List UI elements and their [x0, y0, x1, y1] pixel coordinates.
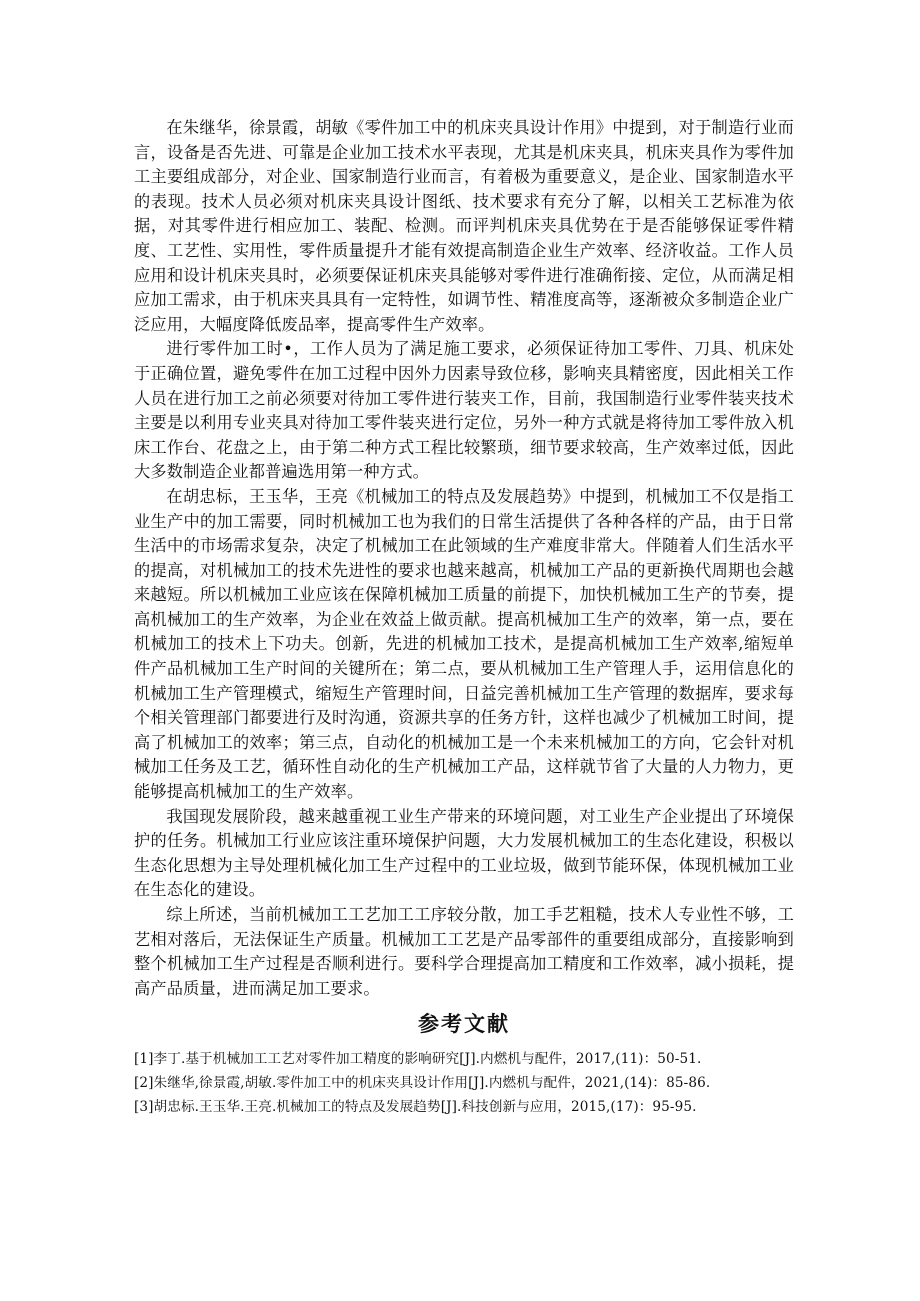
- body-paragraph-5: 综上所述，当前机械加工工艺加工工序较分散，加工手艺粗糙，技术人专业性不够，工艺相对落后，无法保证生产质量。机械加工工艺是产品零部件的重要组成部分，直接影响到整个机械加工生产过程是否顺利进行。要科学合理提高加工精度和工作效率，减小损耗，提高产品质量，进而满足加工要求。: [134, 905, 794, 998]
- reference-item-2: [2]朱继华,徐景霞,胡敏.零件加工中的机床夹具设计作用[J].内燃机与配件，2021,(14)：85-86.: [134, 1075, 711, 1092]
- body-paragraph-2: 进行零件加工时•，工作人员为了满足施工要求，必须保证待加工零件、刀具、机床处于正确位置，避免零件在加工过程中因外力因素导致位移，影响夹具精密度，因此相关工作人员在进行加工之前必须要对待加工零件进行装夹工作，目前，我国制造行业零件装夹技术主要是以利用专业夹具对待加工零件装夹进行定位，另外一种方式就是将待加工零件放入机床工作台、花盘之上，由于第二种方式工程比较繁琐，细节要求较高，生产效率过低，因此大多数制造企业都普遍选用第一种方式。: [134, 339, 794, 482]
- references-list: [134, 1047, 794, 1119]
- reference-item-3: [3]胡忠标.王玉华.王亮.机械加工的特点及发展趋势[J].科技创新与应用，2015,(17)：95-95.: [134, 1099, 697, 1116]
- body-paragraph-3: 在胡忠标，王玉华，王亮《机械加工的特点及发展趋势》中提到，机械加工不仅是指工业生产中的加工需要，同时机械加工也为我们的日常生活提供了各种各样的产品，由于日常生活中的市场需求复杂，决定了机械加工在此领域的生产难度非常大。伴随着人们生活水平的提高，对机械加工的技术先进性的要求也越来越高，机械加工产品的更新换代周期也会越来越短。所以机械加工业应该在保障机械加工质量的前提下，加快机械加工生产的节奏，提高机械加工的生产效率，为企业在效益上做贡献。提高机械加工生产的效率，第一点，要在机械加工的技术上下功夫。创新，先进的机械加工技术，是提高机械加工生产效率,缩短单件产品机械加工生产时间的关键所在；第二点，要从机械加工生产管理人手，运用信息化的机械加工生产管理模式，缩短生产管理时间，日益完善机械加工生产管理的数据库，要求每个相关管理部门都要进行及时沟通，资源共享的任务方针，这样也减少了机械加工时间，提高了机械加工的效率；第三点，自动化的机械加工是一个未来机械加工的方向，它会针对机械加工任务及工艺，循环性自动化的生产机械加工产品，这样就节省了大量的人力物力，更能够提高机械加工的生产效率。: [134, 486, 794, 802]
- body-paragraph-4: 我国现发展阶段，越来越重视工业生产带来的环境问题，对工业生产企业提出了环境保护的任务。机械加工行业应该注重环境保护问题，大力发展机械加工的生态化建设，积极以生态化思想为主导处理机械化加工生产过程中的工业垃圾，做到节能环保，体现机械加工业在生态化的建设。: [134, 806, 794, 900]
- reference-item-1: [1]李丁.基于机械加工工艺对零件加工精度的影响研究[J].内燃机与配件，2017,(11)：50-51.: [134, 1051, 702, 1068]
- references-heading: 参考文献: [418, 1012, 510, 1037]
- body-paragraph-1: 在朱继华，徐景霞，胡敏《零件加工中的机床夹具设计作用》中提到，对于制造行业而言，设备是否先进、可靠是企业加工技术水平表现，尤其是机床夹具，机床夹具作为零件加工主要组成部分，对企业、国家制造行业而言，有着极为重要意义，是企业、国家制造水平的表现。技术人员必须对机床夹具设计图纸、技术要求有充分了解，以相关工艺标准为依据，对其零件进行相应加工、装配、检测。而评判机床夹具优势在于是否能够保证零件精度、工艺性、实用性，零件质量提升才能有效提高制造企业生产效率、经济收益。工作人员应用和设计机床夹具时，必须要保证机床夹具能够对零件进行准确衔接、定位，从而满足相应加工需求，由于机床夹具具有一定特性，如调节性、精准度高等，逐渐被众多制造企业广泛应用，大幅度降低废品率，提高零件生产效率。: [134, 118, 794, 334]
- document-page: [134, 116, 794, 1119]
